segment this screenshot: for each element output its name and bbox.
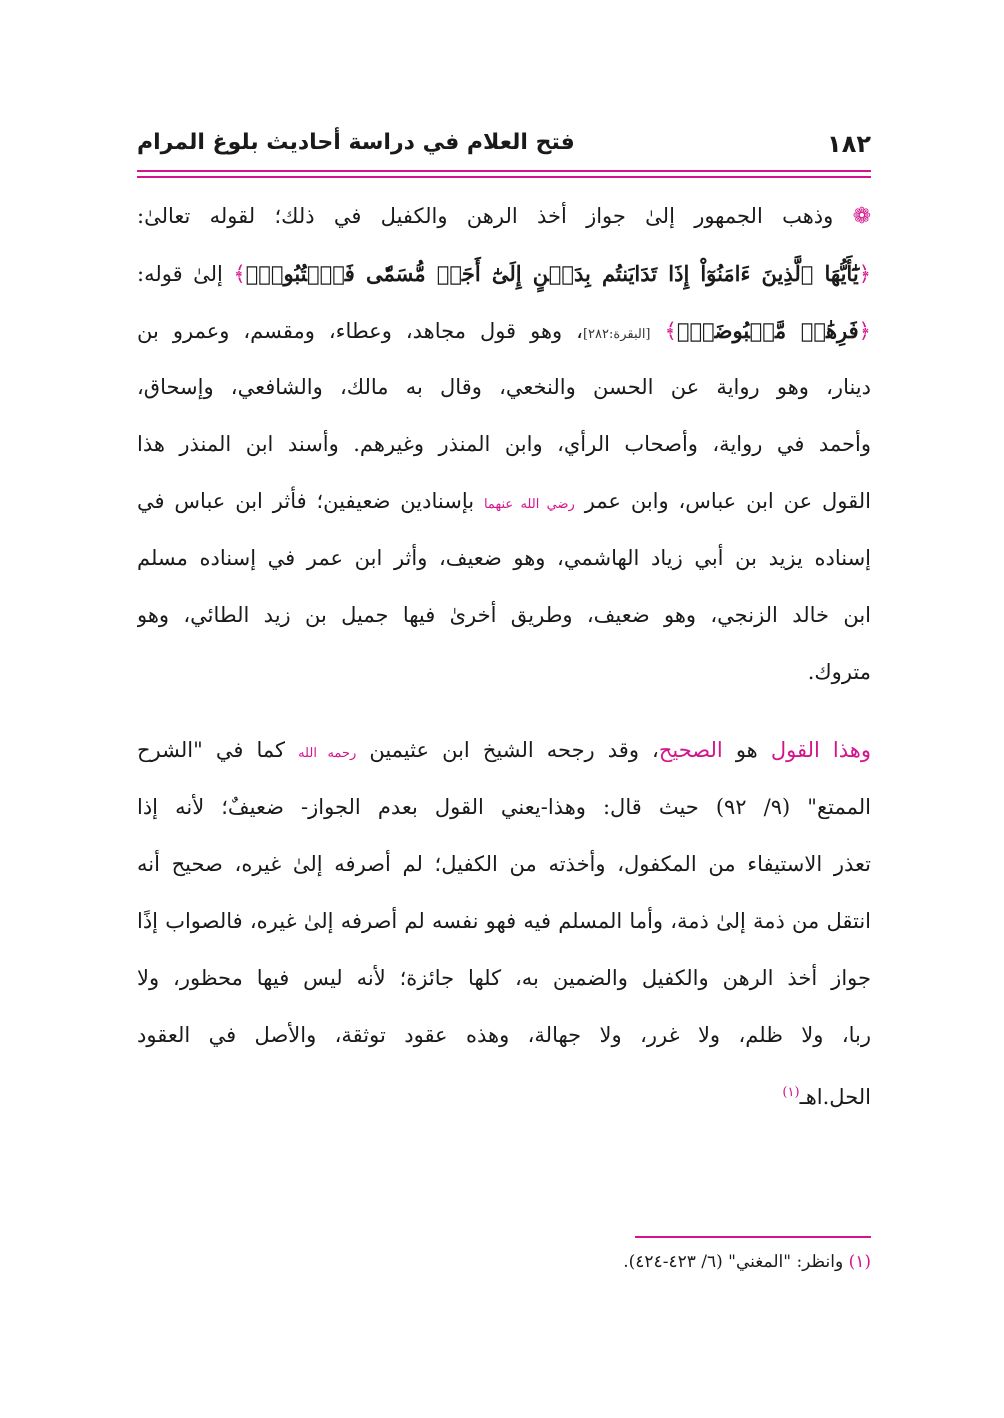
header-rule-top: [137, 170, 871, 172]
text-span: إلىٰ قوله:: [137, 262, 223, 286]
text-line: إسناده يزيد بن أبي زياد الهاشمي، وهو ضعيف، وأثر ابن عمر في إسناده مسلم: [137, 546, 871, 570]
text-span: وذهب الجمهور إلىٰ جواز أخذ الرهن والكفيل في ذلك؛ لقوله تعالىٰ:: [137, 204, 834, 228]
text-line: ابن خالد الزنجي، وهو ضعيف، وطريق أخرىٰ فيها جميل بن زيد الطائي، وهو: [137, 603, 871, 627]
text-span: ، وهو قول مجاهد، وعطاء، ومقسم، وعمرو بن: [137, 319, 583, 343]
highlight-phrase: وهذا القول: [770, 738, 871, 762]
text-line: [137, 245, 871, 302]
text-line: [137, 722, 871, 779]
footnote-number: (١): [848, 1252, 871, 1272]
text-span: الحل.اهـ: [799, 1085, 871, 1109]
text-line: متروك.: [807, 660, 871, 684]
text-line: جواز أخذ الرهن والكفيل والضمين به، كلها جائزة؛ لأنه ليس فيها محظور، ولا: [137, 966, 871, 990]
text-line: [137, 188, 871, 245]
paragraph-jumhur: [137, 188, 871, 701]
header-rule-bottom: [137, 176, 871, 178]
text-line: تعذر الاستيفاء من المكفول، وأخذته من الكفيل؛ لم أصرفه إلىٰ غيره، صحيح أنه: [137, 852, 871, 876]
footnote-text: وانظر: "المغني" (٦/ ٤٢٣-٤٢٤).: [623, 1252, 844, 1272]
honorific-glyph: رحمه الله: [298, 746, 357, 761]
footnote: [137, 1252, 871, 1272]
text-line: انتقل من ذمة إلىٰ ذمة، وأما المسلم فيه فهو نفسه لم أصرفه إلىٰ غيره، فالصواب إذًا: [137, 909, 871, 933]
quran-bracket-open: ﴿: [858, 319, 871, 343]
text-line: دينار، وهو رواية عن الحسن والنخعي، وقال به مالك، والشافعي، وإسحاق،: [137, 375, 871, 399]
text-line: وأحمد في رواية، وأصحاب الرأي، وابن المنذر وغيرهم. وأسند ابن المنذر هذا: [137, 432, 871, 456]
highlight-phrase: الصحيح: [658, 738, 723, 762]
text-line: الممتع" (٩/ ٩٢) حيث قال: وهذا-يعني القول بعدم الجواز- ضعيفٌ؛ لأنه إذا: [137, 795, 871, 819]
book-title: فتح العلام في دراسة أحاديث بلوغ المرام: [137, 130, 575, 155]
quran-verse: يَٰٓأَيُّهَا ٱلَّذِينَ ءَامَنُوٓاْ إِذَا تَدَايَنتُم بِدَيۡنٍ إِلَىٰٓ أَجَلٖ مُّسَمّٗى فَٱكۡتُبُوهُۚ: [245, 261, 859, 286]
text-line: [137, 1064, 871, 1121]
text-span: كما في "الشرح: [137, 738, 285, 762]
footnote-separator: [635, 1236, 871, 1238]
quran-bracket-close: ﴾: [664, 319, 677, 343]
footnote-marker[interactable]: (١): [782, 1085, 800, 1100]
quran-bracket-open: ﴿: [858, 262, 871, 286]
quran-bracket-close: ﴾: [233, 262, 246, 286]
text-span: ، وقد رجحه الشيخ ابن عثيمين: [369, 738, 659, 762]
text-span: بإسنادين ضعيفين؛ فأثر ابن عباس في: [137, 489, 475, 513]
text-line: [137, 473, 871, 530]
page-number: ١٨٢: [827, 130, 871, 158]
paragraph-correct-view: [137, 722, 871, 1121]
quran-verse: فَرِهَٰنٞ مَّقۡبُوضَةٞۖ: [676, 318, 859, 343]
honorific-glyph: رضي الله عنهما: [483, 497, 575, 512]
text-line: [137, 302, 871, 359]
verse-reference: [البقرة:٢٨٢]: [582, 327, 651, 342]
text-span: القول عن ابن عباس، وابن عمر: [584, 489, 871, 513]
flower-ornament-icon: ❁: [852, 204, 871, 229]
text-span: هو: [735, 738, 758, 762]
running-header: [137, 126, 871, 170]
text-line: ربا، ولا ظلم، ولا غرر، ولا جهالة، وهذه عقود توثقة، والأصل في العقود: [137, 1023, 871, 1047]
